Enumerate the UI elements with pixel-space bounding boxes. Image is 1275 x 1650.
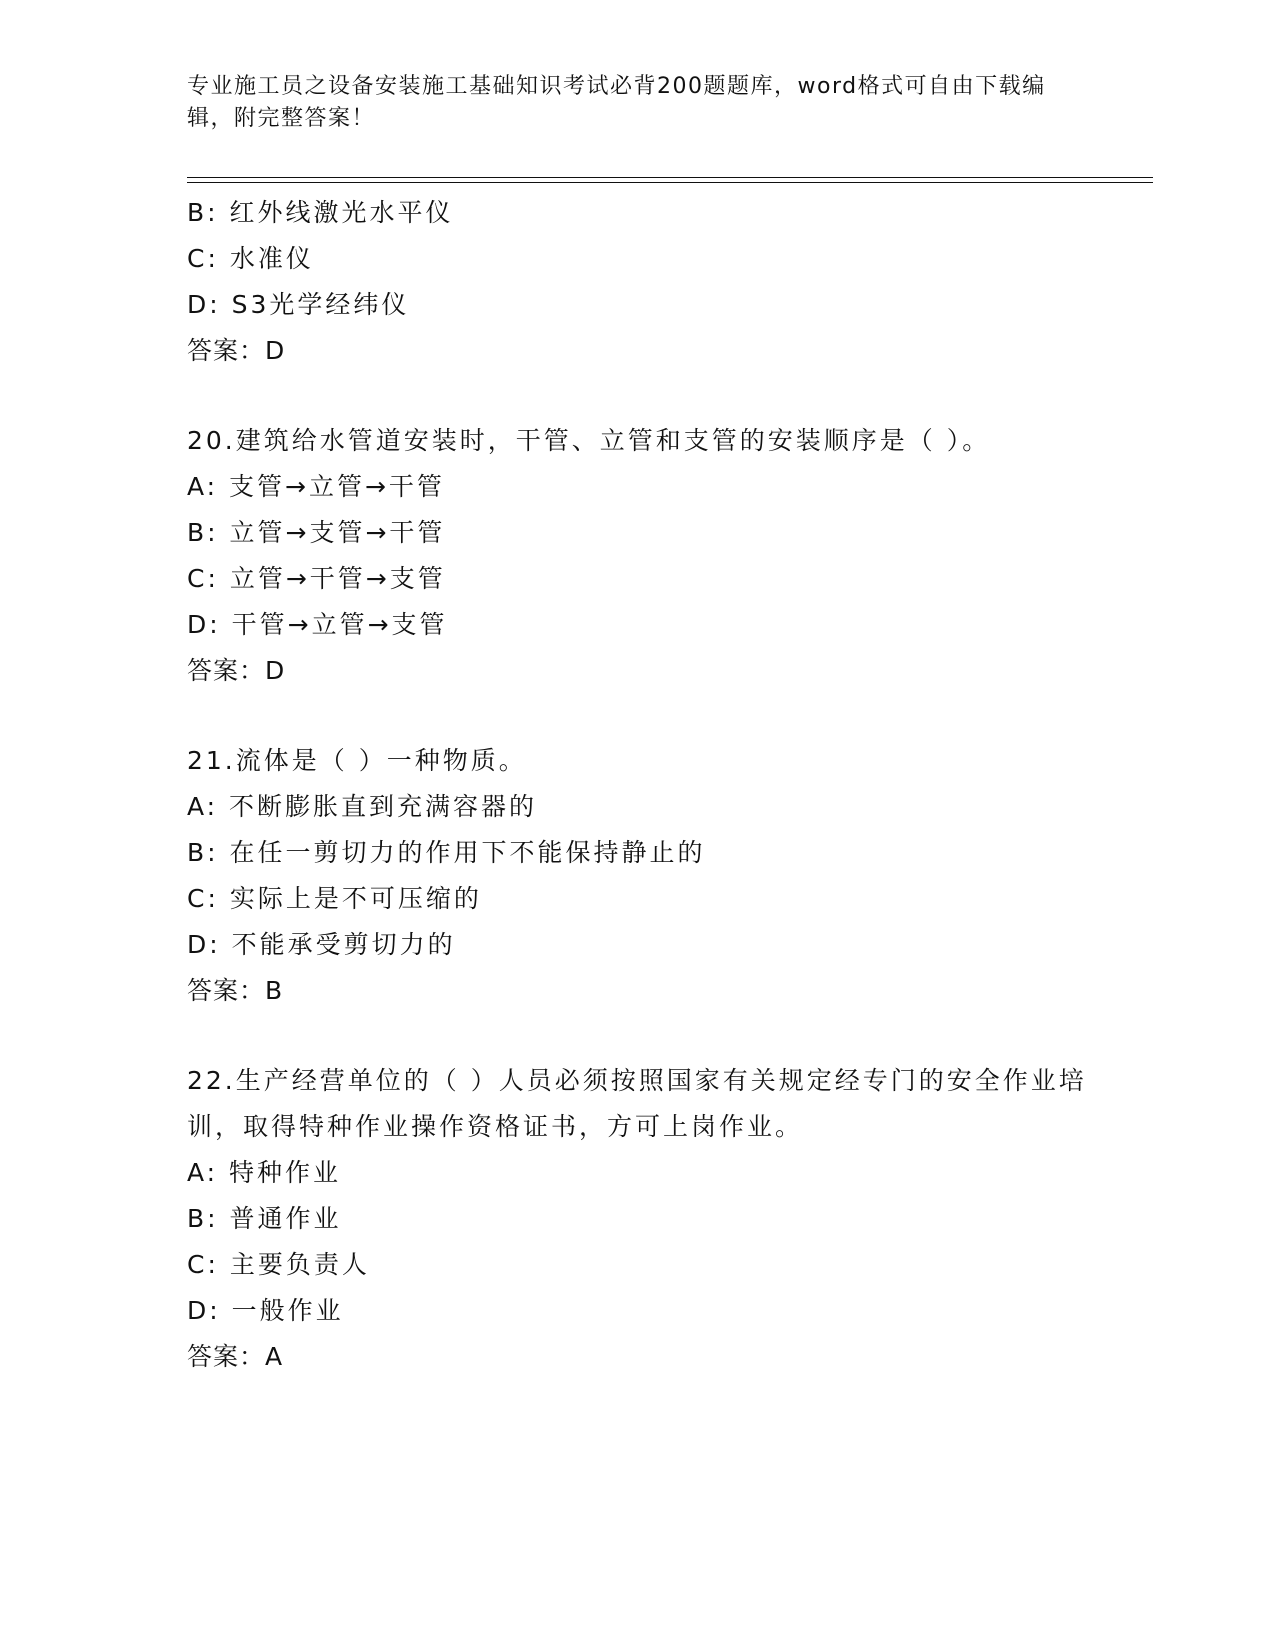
option-a: A: 不断膨胀直到充满容器的 <box>187 792 538 821</box>
option-d: D: S3光学经纬仪 <box>187 290 410 319</box>
answer-line: 答案：B <box>187 976 284 1005</box>
question-21 <box>187 738 1107 1014</box>
document-body <box>187 190 1107 1424</box>
question-20 <box>187 418 1107 694</box>
question-stem: 20.建筑给水管道安装时，干管、立管和支管的安装顺序是（ ）。 <box>187 426 991 455</box>
option-b: B: 红外线激光水平仪 <box>187 198 454 227</box>
answer-line: 答案：D <box>187 656 286 685</box>
header-rule-bottom <box>187 182 1153 183</box>
header-rule-top <box>187 177 1153 178</box>
option-b: B: 普通作业 <box>187 1204 342 1233</box>
question-stem: 21.流体是（ ）一种物质。 <box>187 746 527 775</box>
option-a: A: 支管→立管→干管 <box>187 472 445 501</box>
option-c: C: 水准仪 <box>187 244 314 273</box>
option-d: D: 一般作业 <box>187 1296 344 1325</box>
option-d: D: 干管→立管→支管 <box>187 610 448 639</box>
question-19-carryover <box>187 190 1107 374</box>
option-b: B: 立管→支管→干管 <box>187 518 446 547</box>
document-header: 专业施工员之设备安装施工基础知识考试必背200题题库，word格式可自由下载编辑，附完整答案！ <box>187 74 1046 131</box>
answer-line: 答案：D <box>187 336 286 365</box>
option-c: C: 实际上是不可压缩的 <box>187 884 482 913</box>
option-c: C: 主要负责人 <box>187 1250 370 1279</box>
option-b: B: 在任一剪切力的作用下不能保持静止的 <box>187 838 706 867</box>
answer-line: 答案：A <box>187 1342 284 1371</box>
option-c: C: 立管→干管→支管 <box>187 564 446 593</box>
option-d: D: 不能承受剪切力的 <box>187 930 456 959</box>
question-stem: 22.生产经营单位的（ ）人员必须按照国家有关规定经专门的安全作业培训，取得特种作业操作资格证书，方可上岗作业。 <box>187 1066 1087 1141</box>
question-22 <box>187 1058 1107 1380</box>
option-a: A: 特种作业 <box>187 1158 342 1187</box>
